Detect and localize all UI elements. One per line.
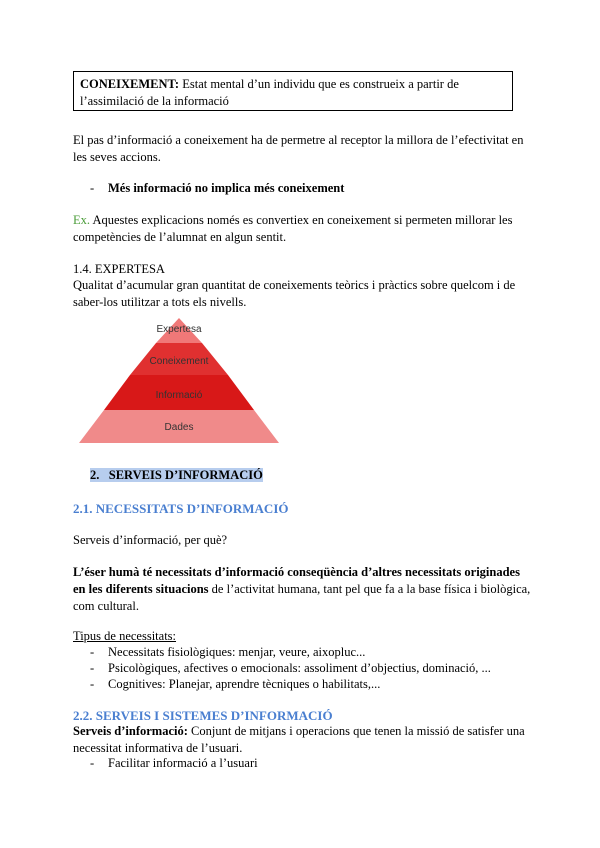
bullet-dash: - [90,661,95,675]
section-2-1-question: Serveis d’informació, per què? [73,533,228,547]
pyramid-label-dades: Dades [164,422,194,433]
section-2-title: SERVEIS D’INFORMACIÓ [108,468,263,482]
section-2-2-term: Serveis d’informació: [73,724,188,738]
list-item [90,644,530,661]
bullet-dash: - [90,677,95,691]
expertesa-heading: 1.4. EXPERTESA [73,262,165,276]
example-paragraph [73,212,533,246]
section-2-2-bullet: Facilitar informació a l’usuari [108,756,258,770]
section-2-2-paragraph [73,723,533,757]
pyramid-label-coneixement: Coneixement [149,356,209,367]
bullet-dash: - [90,645,95,659]
section-2-1-bold: L’éser humà té necessitats d’informació conseqüència d’altres necessitats originades en les diferents situacions [73,565,520,596]
pyramid-label-expertesa: Expertesa [156,324,202,335]
definition-box [73,71,513,111]
bullet-more-info-text: Més informació no implica més coneixement [108,181,345,195]
definition-term: CONEIXEMENT: [80,77,180,91]
section-2-heading [90,467,263,484]
bullet-dash: - [90,181,95,195]
bullet-dash: - [90,756,95,770]
types-label: Tipus de necessitats: [73,629,177,643]
knowledge-paragraph: El pas d’informació a coneixement ha de permetre al receptor la millora de l’efectivitat en les seves accions. [73,133,524,164]
type-item-3: Cognitives: Planejar, aprendre tècniques o habilitats,... [108,677,381,691]
expertesa-text: Qualitat d’acumular gran quantitat de coneixements teòrics i pràctics sobre quelcom i de saber-los utilitzar a tots els nivells. [73,278,516,309]
example-text: Aquestes explicacions només es convertiex en coneixement si permeten millorar les competències de l’alumnat en algun sentit. [73,213,513,244]
type-item-2: Psicològiques, afectives o emocionals: assoliment d’objectius, dominació, ... [108,661,491,675]
section-2-2-heading: 2.2. SERVEIS I SISTEMES D’INFORMACIÓ [73,708,333,723]
section-2-1-paragraph [73,564,533,615]
section-2-2-text: Conjunt de mitjans i operacions que tenen la missió de satisfer una necessitat informativa de l’usuari. [73,724,525,755]
list-item [90,660,530,677]
bullet-more-info [90,180,530,197]
section-2-1-heading: 2.1. NECESSITATS D’INFORMACIÓ [73,501,289,516]
type-item-1: Necessitats fisiològiques: menjar, veure, aixopluc... [108,645,366,659]
knowledge-pyramid [78,318,280,444]
section-2-1-rest: de l’activitat humana, tant pel que fa a la base física i biològica, com cultural. [73,582,531,613]
section-2-number: 2. [90,468,100,482]
definition-text: Estat mental d’un individu que es construeix a partir de l’assimilació de la informació [80,77,459,108]
example-label: Ex. [73,213,91,227]
list-item [90,676,530,693]
pyramid-label-informacio: Informació [155,390,203,401]
section-2-heading-highlight [90,468,263,482]
list-item [90,755,530,772]
